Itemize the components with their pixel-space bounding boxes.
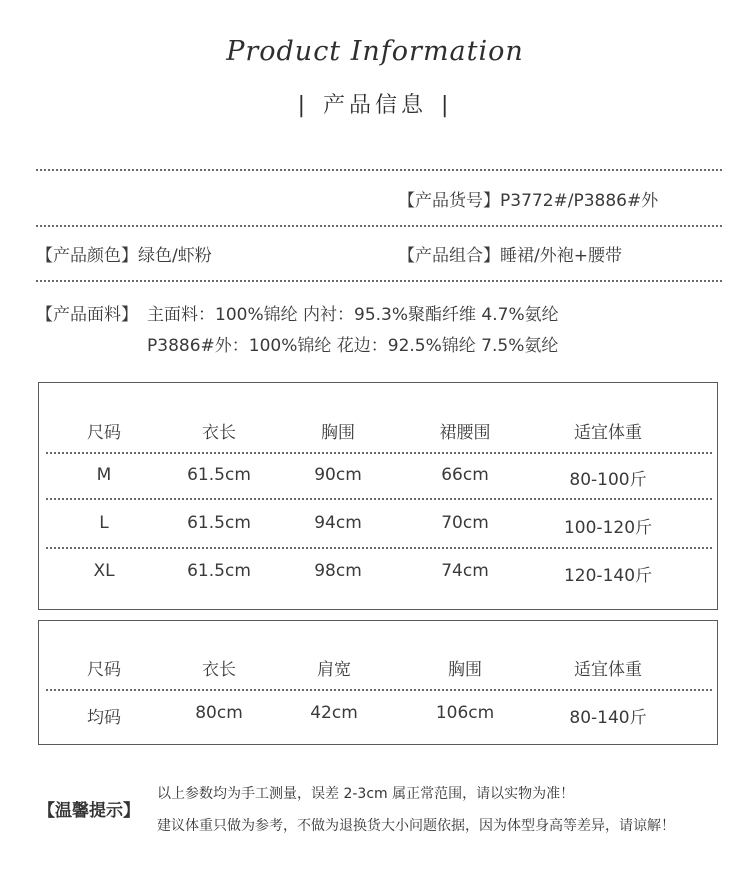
table-divider	[46, 547, 712, 549]
table1-cell: 80-100斤	[569, 470, 647, 490]
script-title: Product Information	[226, 36, 524, 67]
table2-header: 适宜体重	[574, 660, 642, 680]
tips-line-1: 以上参数均为手工测量，误差 2-3cm 属正常范围，请以实物为准！	[157, 786, 575, 802]
table2-header: 衣长	[202, 660, 236, 680]
fabric-label: 【产品面料】	[36, 305, 138, 325]
table2-header: 胸围	[448, 660, 482, 680]
table1-header: 胸围	[321, 423, 355, 443]
title-bar-right: |	[441, 93, 453, 118]
table1-cell: 90cm	[314, 465, 362, 485]
table-divider	[46, 452, 712, 454]
fabric-line-2: P3886#外：100%锦纶 花边：92.5%锦纶 7.5%氨纶	[147, 336, 559, 356]
table1-cell: 74cm	[441, 561, 489, 581]
table1-cell: 66cm	[441, 465, 489, 485]
tips-label: 【温馨提示】	[38, 801, 140, 821]
product-color: 【产品颜色】绿色/虾粉	[36, 246, 212, 266]
table1-cell: L	[99, 513, 109, 533]
table1-cell: 98cm	[314, 561, 362, 581]
fabric-line-1: 主面料：100%锦纶 内衬：95.3%聚酯纤维 4.7%氨纶	[147, 305, 559, 325]
page-title	[0, 88, 750, 119]
table2-cell: 80cm	[195, 703, 243, 723]
table1-cell: M	[96, 465, 112, 485]
table1-header: 适宜体重	[574, 423, 642, 443]
table1-header: 尺码	[87, 423, 121, 443]
table1-cell: 70cm	[441, 513, 489, 533]
table-divider	[46, 689, 712, 691]
table2-header: 肩宽	[317, 660, 351, 680]
table1-cell: 100-120斤	[563, 518, 653, 538]
product-combo: 【产品组合】睡裙/外袍+腰带	[398, 246, 622, 266]
tips-line-2: 建议体重只做为参考，不做为退换货大小问题依据，因为体型身高等差异，请谅解！	[157, 818, 675, 834]
divider	[36, 169, 722, 171]
page-title-text: 产品信息	[322, 93, 427, 118]
table1-header: 裙腰围	[439, 423, 491, 443]
divider	[36, 280, 722, 282]
table1-cell: XL	[93, 561, 115, 581]
table2-header: 尺码	[87, 660, 121, 680]
table1-header: 衣长	[202, 423, 236, 443]
table2-cell: 106cm	[435, 703, 495, 723]
table1-cell: 120-140斤	[563, 566, 653, 586]
divider	[36, 225, 722, 227]
table2-cell: 均码	[87, 708, 121, 728]
table2-cell: 42cm	[310, 703, 358, 723]
table2-cell: 80-140斤	[569, 708, 647, 728]
item-number: 【产品货号】P3772#/P3886#外	[398, 191, 659, 211]
table-divider	[46, 498, 712, 500]
table1-cell: 94cm	[314, 513, 362, 533]
table1-cell: 61.5cm	[187, 513, 251, 533]
title-bar-left: |	[297, 93, 309, 118]
table1-cell: 61.5cm	[187, 465, 251, 485]
table1-cell: 61.5cm	[187, 561, 251, 581]
